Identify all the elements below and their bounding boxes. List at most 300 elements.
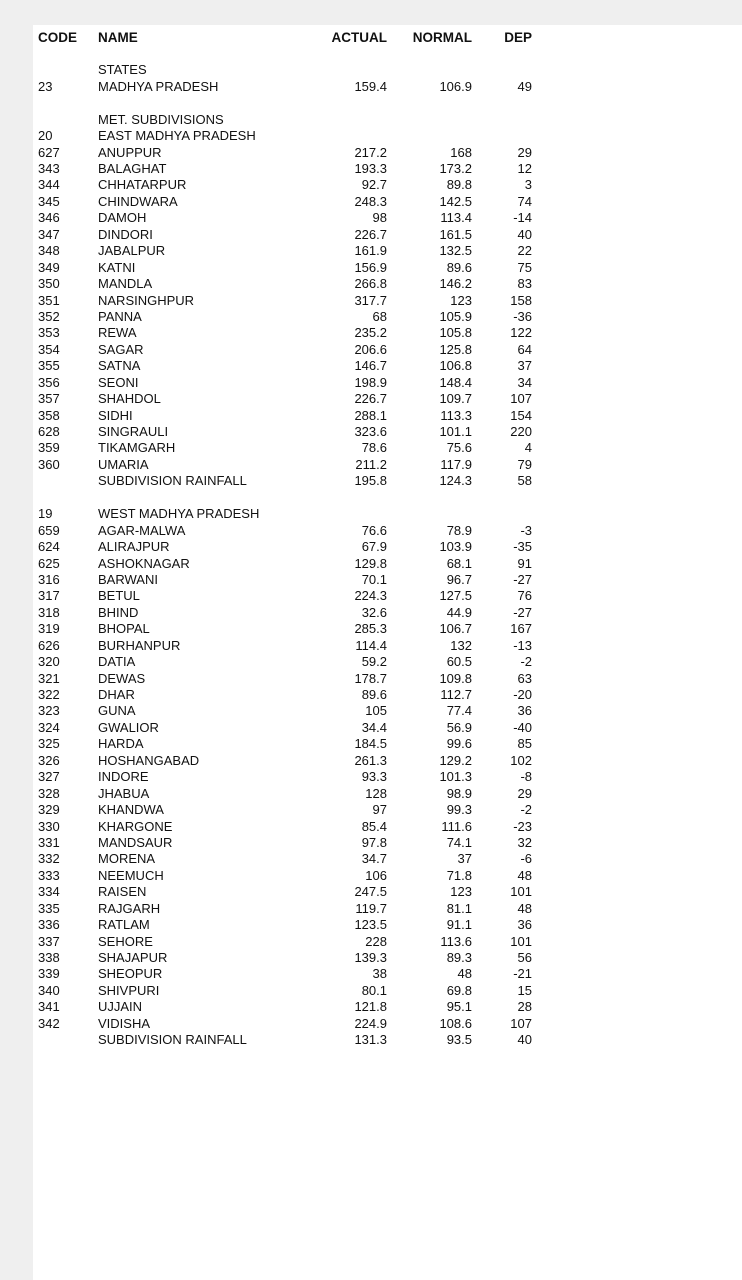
- table-row: [38, 194, 742, 210]
- table-row: [38, 621, 742, 637]
- table-row: [38, 128, 742, 144]
- cell-code: 322: [38, 687, 60, 702]
- table-row: [38, 440, 742, 456]
- cell-normal: 125.8: [439, 341, 472, 357]
- cell-normal: 103.9: [439, 539, 472, 555]
- cell-normal: 69.8: [446, 982, 472, 998]
- cell-name: BALAGHAT: [98, 161, 167, 176]
- cell-actual: 34.4: [361, 719, 387, 735]
- cell-dep: -27: [513, 604, 532, 620]
- cell-actual: 89.6: [361, 687, 387, 702]
- cell-dep: 83: [517, 276, 532, 292]
- table-row: [38, 375, 742, 391]
- cell-dep: -2: [520, 654, 532, 670]
- table-row: [38, 588, 742, 604]
- cell-code: 332: [38, 851, 60, 867]
- cell-normal: 111.6: [441, 818, 472, 834]
- cell-name: BHIND: [98, 604, 139, 620]
- cell-normal: 48: [457, 966, 472, 982]
- table-row: [38, 210, 742, 226]
- table-row: [38, 917, 742, 933]
- cell-normal: 56.9: [446, 719, 472, 735]
- cell-actual: 228: [365, 933, 387, 949]
- cell-normal: 60.5: [446, 654, 472, 670]
- cell-code: 343: [38, 161, 60, 176]
- cell-code: [38, 62, 98, 78]
- cell-dep: -36: [513, 308, 532, 324]
- cell-name: DAMOH: [98, 210, 147, 226]
- cell-code: 344: [38, 177, 60, 193]
- cell-name: DINDORI: [98, 226, 153, 242]
- rainfall-table: [33, 25, 742, 1049]
- cell-name: DATIA: [98, 654, 136, 670]
- cell-actual: 85.4: [361, 818, 387, 834]
- cell-normal: 124.3: [439, 473, 472, 489]
- cell-dep: [472, 128, 532, 144]
- cell-normal: [387, 62, 472, 78]
- table-row: [38, 556, 742, 572]
- cell-dep: 28: [517, 999, 532, 1015]
- cell-code: 342: [38, 1015, 60, 1031]
- cell-actual: 159.4: [354, 78, 387, 94]
- cell-code: 320: [38, 654, 60, 670]
- cell-name: ASHOKNAGAR: [98, 555, 190, 571]
- cell-name: BHOPAL: [98, 621, 150, 637]
- cell-dep: 29: [517, 144, 532, 160]
- cell-name: STATES: [98, 62, 147, 78]
- column-header-normal: NORMAL: [412, 29, 472, 45]
- cell-code: 359: [38, 440, 60, 456]
- cell-name: RAJGARH: [98, 900, 161, 916]
- cell-normal: 89.3: [446, 950, 472, 965]
- cell-dep: 32: [517, 834, 532, 850]
- column-header-dep: DEP: [504, 29, 532, 45]
- table-row: [38, 309, 742, 325]
- cell-dep: -27: [513, 571, 532, 587]
- cell-actual: 266.8: [354, 276, 387, 292]
- cell-actual: 119.7: [355, 900, 387, 916]
- cell-code: 329: [38, 802, 60, 818]
- cell-code: 356: [38, 374, 60, 390]
- cell-name: SHAHDOL: [98, 391, 161, 407]
- cell-actual: 129.8: [354, 555, 387, 571]
- cell-code: 358: [38, 407, 60, 423]
- table-row: [38, 112, 742, 128]
- cell-actual: 248.3: [354, 193, 387, 209]
- table-row: [38, 769, 742, 785]
- blank-row: [38, 490, 742, 506]
- cell-name: TIKAMGARH: [98, 440, 176, 456]
- cell-dep: 101: [510, 933, 532, 949]
- cell-normal: 123: [450, 292, 472, 308]
- cell-name: CHHATARPUR: [98, 177, 187, 193]
- cell-actual: [293, 112, 387, 128]
- cell-name: RATLAM: [98, 917, 150, 933]
- table-row: [38, 868, 742, 884]
- cell-normal: 113.6: [440, 933, 472, 949]
- table-row: [38, 901, 742, 917]
- table-row: [38, 243, 742, 259]
- table-row: [38, 851, 742, 867]
- cell-dep: -2: [520, 802, 532, 818]
- cell-name: HOSHANGABAD: [98, 752, 200, 768]
- cell-name: NARSINGHPUR: [98, 292, 195, 308]
- cell-code: 324: [38, 719, 60, 735]
- cell-code: 340: [38, 982, 60, 998]
- table-row: [38, 358, 742, 374]
- table-row: [38, 736, 742, 752]
- table-row: [38, 703, 742, 719]
- cell-code: 625: [38, 555, 60, 571]
- cell-actual: 226.7: [354, 391, 387, 407]
- table-header-row: [38, 30, 742, 46]
- cell-actual: 161.9: [354, 243, 387, 259]
- table-body: [38, 46, 742, 1049]
- cell-code: 328: [38, 785, 60, 801]
- cell-actual: 206.6: [354, 341, 387, 357]
- blank-row: [38, 46, 742, 62]
- cell-code: 321: [38, 670, 60, 686]
- cell-dep: -40: [513, 719, 532, 735]
- cell-actual: 98: [372, 210, 387, 226]
- table-row: [38, 654, 742, 670]
- cell-dep: 4: [524, 440, 532, 456]
- cell-name: BURHANPUR: [98, 637, 181, 653]
- column-header-actual: ACTUAL: [331, 29, 387, 45]
- cell-dep: 36: [517, 703, 532, 719]
- table-row: [38, 1016, 742, 1032]
- cell-actual: 92.7: [361, 177, 387, 193]
- cell-normal: 74.1: [446, 834, 472, 850]
- table-row: [38, 835, 742, 851]
- cell-dep: 63: [517, 670, 532, 686]
- cell-name: SEONI: [98, 374, 139, 390]
- table-row: [38, 473, 742, 489]
- cell-name: AGAR-MALWA: [98, 522, 186, 538]
- cell-code: 357: [38, 391, 60, 407]
- cell-normal: 146.2: [439, 276, 472, 292]
- cell-dep: 64: [517, 341, 532, 357]
- cell-code: [38, 112, 98, 128]
- cell-dep: 107: [510, 1015, 532, 1031]
- cell-dep: 74: [517, 193, 532, 209]
- cell-actual: 323.6: [354, 424, 387, 439]
- cell-code: 19: [38, 506, 53, 522]
- cell-dep: 122: [510, 325, 532, 341]
- cell-normal: 105.9: [439, 308, 472, 324]
- cell-dep: 49: [517, 78, 532, 94]
- cell-name: JABALPUR: [98, 243, 166, 259]
- cell-actual: 70.1: [361, 571, 387, 587]
- cell-code: [38, 1032, 98, 1048]
- table-row: [38, 950, 742, 966]
- cell-name: SHIVPURI: [98, 982, 160, 998]
- table-row: [38, 753, 742, 769]
- cell-dep: 167: [510, 621, 532, 637]
- cell-normal: 161.5: [439, 226, 472, 242]
- cell-code: [38, 473, 98, 489]
- cell-code: 624: [38, 539, 60, 555]
- table-row: [38, 325, 742, 341]
- cell-normal: 101.1: [439, 424, 472, 439]
- cell-name: VIDISHA: [98, 1015, 151, 1031]
- cell-normal: 105.8: [439, 325, 472, 341]
- cell-name: SIDHI: [98, 407, 133, 423]
- cell-code: 341: [38, 999, 60, 1015]
- cell-dep: [472, 112, 532, 128]
- cell-actual: 38: [372, 966, 387, 982]
- cell-actual: 211.2: [355, 456, 387, 472]
- cell-code: 327: [38, 769, 60, 785]
- cell-actual: 156.9: [354, 259, 387, 275]
- cell-code: 331: [38, 834, 60, 850]
- cell-code: 316: [38, 571, 60, 587]
- cell-actual: [293, 506, 387, 522]
- cell-code: 349: [38, 259, 60, 275]
- cell-actual: 285.3: [354, 621, 387, 637]
- cell-name: SUBDIVISION RAINFALL: [98, 1032, 247, 1048]
- cell-normal: 77.4: [446, 703, 472, 719]
- cell-normal: 109.8: [439, 670, 472, 686]
- cell-actual: 32.6: [361, 604, 387, 620]
- table-row: [38, 408, 742, 424]
- cell-dep: 158: [510, 292, 532, 308]
- cell-dep: 15: [517, 982, 532, 998]
- cell-normal: 98.9: [446, 785, 472, 801]
- cell-name: DEWAS: [98, 670, 146, 686]
- blank-row: [38, 95, 742, 111]
- cell-actual: 114.4: [355, 637, 387, 653]
- table-row: [38, 227, 742, 243]
- table-row: [38, 391, 742, 407]
- document-page: [33, 25, 742, 1280]
- cell-name: JHABUA: [98, 785, 150, 801]
- cell-normal: 109.7: [439, 391, 472, 407]
- table-row: [38, 671, 742, 687]
- cell-name: EAST MADHYA PRADESH: [98, 128, 256, 144]
- cell-normal: 71.8: [446, 867, 472, 883]
- cell-normal: 142.5: [439, 193, 472, 209]
- cell-code: 337: [38, 933, 60, 949]
- cell-code: 348: [38, 243, 60, 259]
- cell-name: SHAJAPUR: [98, 950, 168, 965]
- cell-dep: 107: [510, 391, 532, 407]
- cell-dep: 75: [517, 259, 532, 275]
- cell-name: HARDA: [98, 736, 144, 752]
- cell-name: UMARIA: [98, 456, 149, 472]
- cell-actual: 59.2: [361, 654, 387, 670]
- cell-dep: 12: [517, 161, 532, 176]
- cell-name: MORENA: [98, 851, 156, 867]
- table-row: [38, 276, 742, 292]
- column-header-name: NAME: [98, 29, 138, 45]
- cell-normal: 123: [450, 884, 472, 900]
- cell-dep: 22: [517, 243, 532, 259]
- cell-dep: 91: [517, 555, 532, 571]
- cell-dep: 85: [517, 736, 532, 752]
- cell-name: MADHYA PRADESH: [98, 78, 219, 94]
- cell-normal: 68.1: [446, 555, 472, 571]
- cell-dep: 40: [517, 226, 532, 242]
- cell-normal: 168: [450, 144, 472, 160]
- cell-actual: 193.3: [354, 161, 387, 176]
- table-row: [38, 539, 742, 555]
- cell-dep: -6: [520, 851, 532, 867]
- cell-code: 628: [38, 424, 60, 439]
- cell-dep: 3: [524, 177, 532, 193]
- cell-code: 346: [38, 210, 60, 226]
- table-row: [38, 983, 742, 999]
- cell-actual: 123.5: [354, 917, 387, 933]
- cell-actual: 97: [372, 802, 387, 818]
- table-row: [38, 572, 742, 588]
- cell-normal: 129.2: [439, 752, 472, 768]
- column-header-code: CODE: [38, 29, 78, 45]
- cell-actual: [293, 128, 387, 144]
- cell-actual: 288.1: [354, 407, 387, 423]
- cell-dep: -8: [520, 769, 532, 785]
- cell-actual: 34.7: [361, 851, 387, 867]
- cell-dep: 36: [517, 917, 532, 933]
- cell-normal: 132.5: [439, 243, 472, 259]
- cell-normal: 89.6: [446, 259, 472, 275]
- cell-code: 353: [38, 325, 60, 341]
- cell-name: REWA: [98, 325, 137, 341]
- cell-name: WEST MADHYA PRADESH: [98, 506, 260, 522]
- table-row: [38, 260, 742, 276]
- cell-dep: 40: [517, 1032, 532, 1048]
- cell-code: 330: [38, 818, 60, 834]
- cell-name: ALIRAJPUR: [98, 539, 170, 555]
- cell-actual: 105: [365, 703, 387, 719]
- table-row: [38, 161, 742, 177]
- cell-name: SHEOPUR: [98, 966, 163, 982]
- cell-dep: 29: [517, 785, 532, 801]
- cell-name: KATNI: [98, 259, 136, 275]
- cell-dep: -20: [513, 687, 532, 702]
- cell-name: SEHORE: [98, 933, 153, 949]
- cell-normal: 113.4: [440, 210, 472, 226]
- cell-code: 350: [38, 276, 60, 292]
- cell-code: 354: [38, 341, 60, 357]
- cell-normal: 112.7: [440, 687, 472, 702]
- cell-code: 360: [38, 456, 60, 472]
- cell-name: CHINDWARA: [98, 193, 178, 209]
- cell-normal: 108.6: [439, 1015, 472, 1031]
- table-row: [38, 687, 742, 703]
- table-row: [38, 966, 742, 982]
- cell-actual: 184.5: [354, 736, 387, 752]
- cell-name: GWALIOR: [98, 719, 159, 735]
- cell-normal: 106.9: [439, 78, 472, 94]
- table-row: [38, 424, 742, 440]
- cell-code: 338: [38, 950, 60, 965]
- cell-code: 336: [38, 917, 60, 933]
- table-row: [38, 293, 742, 309]
- cell-name: SINGRAULI: [98, 424, 169, 439]
- table-row: [38, 605, 742, 621]
- cell-code: 659: [38, 522, 60, 538]
- cell-actual: 128: [365, 785, 387, 801]
- cell-name: NEEMUCH: [98, 867, 164, 883]
- table-row: [38, 79, 742, 95]
- cell-actual: 178.7: [354, 670, 387, 686]
- table-row: [38, 177, 742, 193]
- cell-actual: 224.9: [354, 1015, 387, 1031]
- cell-dep: -3: [520, 522, 532, 538]
- table-row: [38, 786, 742, 802]
- cell-normal: 101.3: [439, 769, 472, 785]
- cell-dep: -14: [513, 210, 532, 226]
- cell-code: 333: [38, 867, 60, 883]
- cell-actual: 226.7: [354, 226, 387, 242]
- cell-code: 335: [38, 900, 60, 916]
- table-row: [38, 145, 742, 161]
- cell-name: MET. SUBDIVISIONS: [98, 111, 224, 127]
- cell-normal: 106.8: [439, 358, 472, 374]
- cell-normal: 99.3: [446, 802, 472, 818]
- cell-code: 627: [38, 144, 60, 160]
- cell-dep: 76: [517, 588, 532, 604]
- cell-normal: 93.5: [446, 1032, 472, 1048]
- cell-actual: 93.3: [361, 769, 387, 785]
- table-row: [38, 1032, 742, 1048]
- cell-normal: [387, 112, 472, 128]
- cell-code: 325: [38, 736, 60, 752]
- cell-dep: 101: [510, 884, 532, 900]
- cell-name: SATNA: [98, 358, 141, 374]
- cell-dep: 220: [510, 424, 532, 439]
- cell-dep: 102: [510, 752, 532, 768]
- cell-actual: 131.3: [354, 1032, 387, 1048]
- cell-dep: 34: [517, 374, 532, 390]
- cell-code: 351: [38, 292, 60, 308]
- cell-dep: [472, 62, 532, 78]
- table-row: [38, 884, 742, 900]
- cell-actual: 217.2: [354, 144, 387, 160]
- cell-code: 347: [38, 226, 60, 242]
- cell-actual: 67.9: [361, 539, 387, 555]
- cell-actual: 224.3: [354, 588, 387, 604]
- cell-dep: -35: [513, 539, 532, 555]
- cell-normal: 96.7: [446, 571, 472, 587]
- cell-code: 345: [38, 193, 60, 209]
- cell-code: 319: [38, 621, 60, 637]
- cell-code: 355: [38, 358, 60, 374]
- cell-normal: 148.4: [439, 374, 472, 390]
- table-row: [38, 999, 742, 1015]
- cell-actual: 235.2: [354, 325, 387, 341]
- cell-normal: 173.2: [439, 161, 472, 176]
- cell-normal: 75.6: [446, 440, 472, 456]
- cell-actual: 139.3: [354, 950, 387, 965]
- cell-actual: 106: [365, 867, 387, 883]
- cell-actual: 121.8: [354, 999, 387, 1015]
- cell-actual: 195.8: [354, 473, 387, 489]
- cell-actual: 80.1: [361, 982, 387, 998]
- table-row: [38, 934, 742, 950]
- cell-normal: 132: [450, 637, 472, 653]
- cell-dep: 37: [517, 358, 532, 374]
- cell-name: PANNA: [98, 308, 142, 324]
- cell-actual: 198.9: [354, 374, 387, 390]
- cell-normal: 78.9: [446, 522, 472, 538]
- cell-normal: 117.9: [440, 456, 472, 472]
- cell-normal: 81.1: [446, 900, 472, 916]
- cell-actual: 247.5: [354, 884, 387, 900]
- table-row: [38, 802, 742, 818]
- cell-name: RAISEN: [98, 884, 147, 900]
